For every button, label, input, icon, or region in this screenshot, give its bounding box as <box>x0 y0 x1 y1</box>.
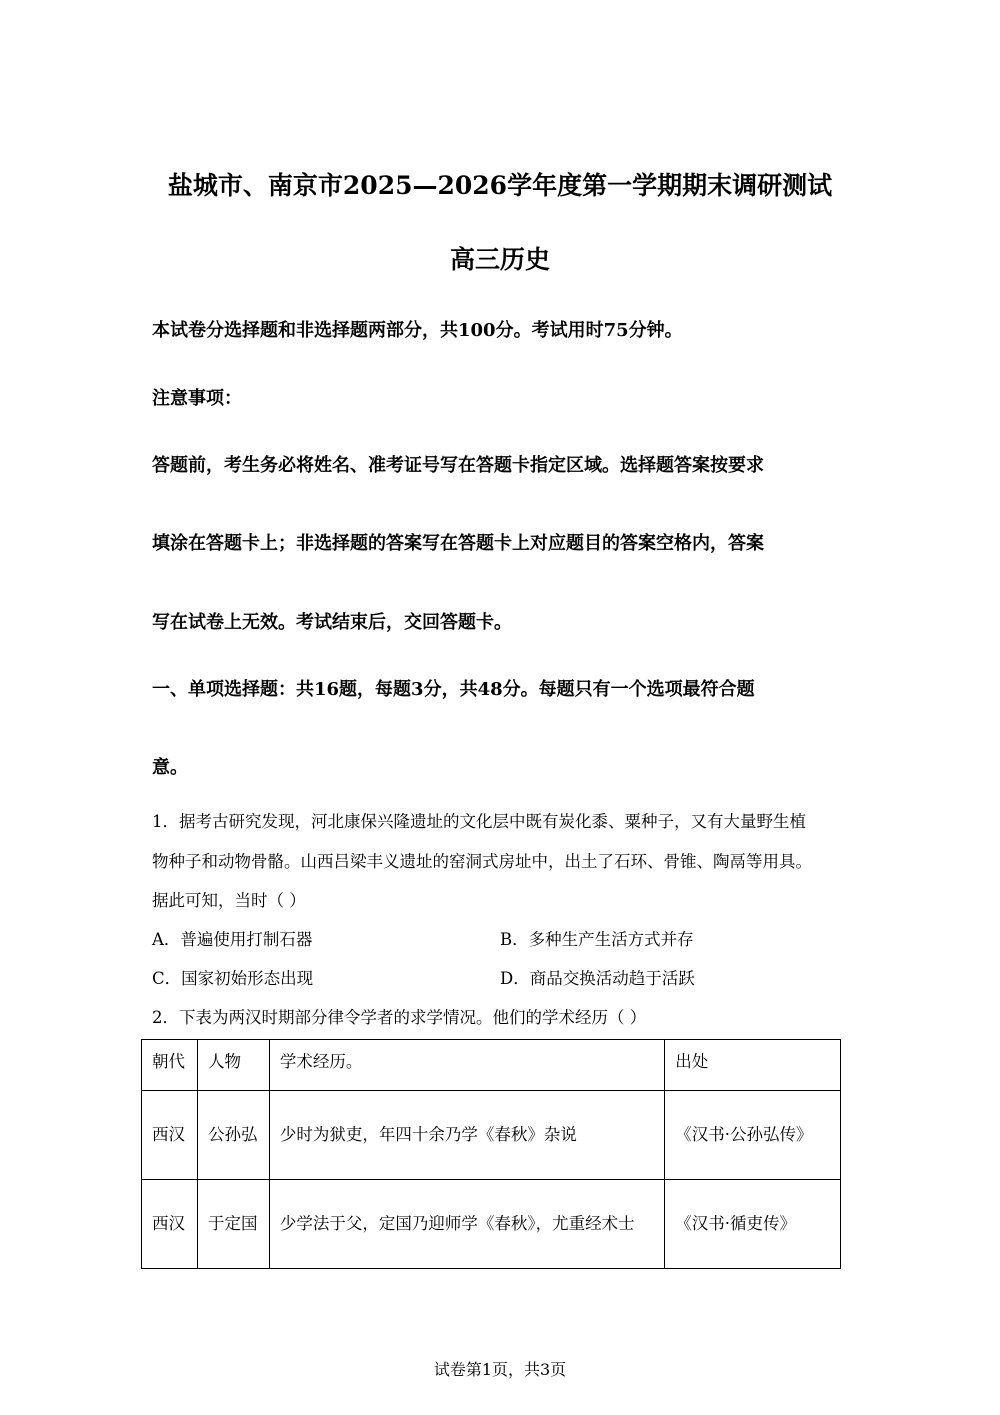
table-cell-source: 《汉书·公孙弘传》 <box>665 1091 841 1180</box>
table-cell-experience: 少时为狱吏，年四十余乃学《春秋》杂说 <box>269 1091 664 1180</box>
table-header-cell: 出处 <box>665 1040 841 1091</box>
question-2-stem: 2．下表为两汉时期部分律令学者的求学情况。他们的学术经历（ ） <box>152 1008 647 1027</box>
table-cell-source: 《汉书·循吏传》 <box>665 1180 841 1269</box>
question-1-stem: 物种子和动物骨骼。山西吕梁丰义遗址的窑洞式房址中，出土了石环、骨锥、陶鬲等用具。 <box>152 852 812 871</box>
question-1-option-a: A．普遍使用打制石器 <box>152 930 313 949</box>
table-header-cell: 朝代 <box>142 1040 198 1091</box>
notice-line: 答题前，考生务必将姓名、准考证号写在答题卡指定区域。选择题答案按要求 <box>152 455 764 476</box>
section-heading: 意。 <box>152 757 188 778</box>
notice-heading: 注意事项： <box>152 388 242 409</box>
notice-line: 填涂在答题卡上；非选择题的答案写在答题卡上对应题目的答案空格内，答案 <box>152 533 764 554</box>
question-1-option-b: B．多种生产生活方式并存 <box>500 930 694 949</box>
question-2-table <box>141 1039 841 1269</box>
table-header-cell: 人物 <box>197 1040 269 1091</box>
table-cell-person: 公孙弘 <box>197 1091 269 1180</box>
table-cell-experience: 少学法于父，定国乃迎师学《春秋》，尤重经术士 <box>269 1180 664 1269</box>
table-header-cell: 学术经历。 <box>269 1040 664 1091</box>
question-1-option-c: C．国家初始形态出现 <box>152 969 314 988</box>
table-cell-dynasty: 西汉 <box>142 1180 198 1269</box>
exam-title: 盐城市、南京市2025—2026学年度第一学期期末调研测试 <box>167 171 833 200</box>
question-1-option-d: D．商品交换活动趋于活跃 <box>500 969 695 988</box>
table-cell-dynasty: 西汉 <box>142 1091 198 1180</box>
table-header-row <box>142 1040 841 1091</box>
table-cell-person: 于定国 <box>197 1180 269 1269</box>
exam-intro: 本试卷分选择题和非选择题两部分，共100分。考试用时75分钟。 <box>152 320 683 341</box>
section-heading: 一、单项选择题：共16题，每题3分，共48分。每题只有一个选项最符合题 <box>152 679 755 700</box>
question-1-stem: 据此可知，当时（ ） <box>152 891 306 910</box>
table-row <box>142 1180 841 1269</box>
subject-title: 高三历史 <box>449 245 550 274</box>
table-row <box>142 1091 841 1180</box>
question-1-stem: 1．据考古研究发现，河北康保兴隆遗址的文化层中既有炭化黍、粟种子，又有大量野生植 <box>152 812 806 831</box>
notice-line: 写在试卷上无效。考试结束后，交回答题卡。 <box>152 612 512 633</box>
page-footer: 试卷第1页，共3页 <box>433 1360 567 1379</box>
